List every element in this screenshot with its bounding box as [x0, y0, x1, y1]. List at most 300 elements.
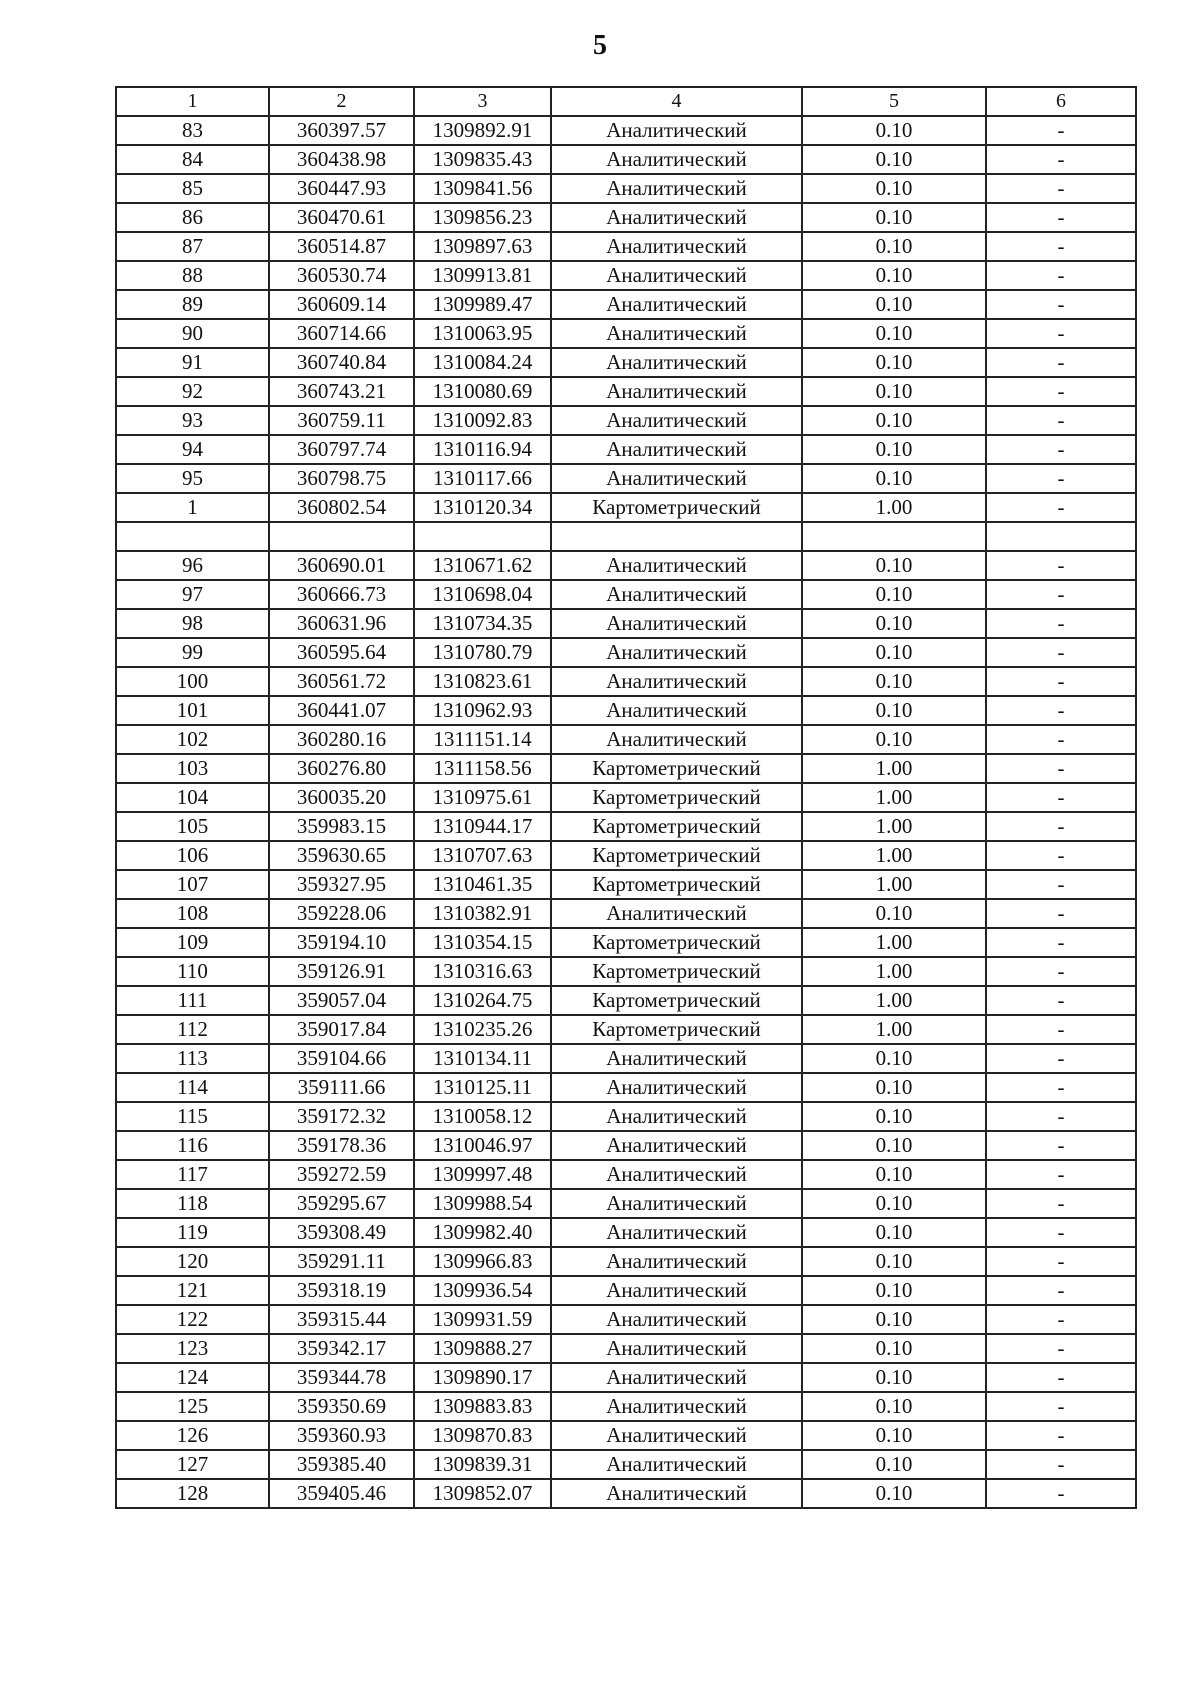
accuracy-cell: 1.00: [802, 841, 986, 870]
note-cell: -: [986, 1218, 1136, 1247]
accuracy-cell: 0.10: [802, 1160, 986, 1189]
table-row: [116, 522, 1136, 551]
y-coordinate-cell: 1310092.83: [414, 406, 551, 435]
accuracy-cell: 0.10: [802, 551, 986, 580]
note-cell: -: [986, 899, 1136, 928]
note-cell: -: [986, 1131, 1136, 1160]
method-cell: Аналитический: [551, 1392, 802, 1421]
accuracy-cell: 1.00: [802, 783, 986, 812]
note-cell: -: [986, 638, 1136, 667]
table-row: [116, 841, 1136, 870]
table-row: [116, 725, 1136, 754]
y-coordinate-cell: 1310671.62: [414, 551, 551, 580]
table-row: [116, 957, 1136, 986]
y-coordinate-cell: 1309841.56: [414, 174, 551, 203]
method-cell: Аналитический: [551, 348, 802, 377]
note-cell: -: [986, 348, 1136, 377]
method-cell: Аналитический: [551, 725, 802, 754]
point-number-cell: 111: [116, 986, 269, 1015]
accuracy-cell: 0.10: [802, 1276, 986, 1305]
x-coordinate-cell: 359111.66: [269, 1073, 414, 1102]
point-number-cell: 96: [116, 551, 269, 580]
method-cell: [551, 522, 802, 551]
accuracy-cell: 1.00: [802, 986, 986, 1015]
accuracy-cell: 1.00: [802, 1015, 986, 1044]
method-cell: Аналитический: [551, 232, 802, 261]
y-coordinate-cell: 1310063.95: [414, 319, 551, 348]
table-header-row: [116, 87, 1136, 116]
table-row: [116, 1160, 1136, 1189]
method-cell: Аналитический: [551, 1334, 802, 1363]
x-coordinate-cell: 359350.69: [269, 1392, 414, 1421]
point-number-cell: 86: [116, 203, 269, 232]
point-number-cell: 104: [116, 783, 269, 812]
x-coordinate-cell: 360595.64: [269, 638, 414, 667]
point-number-cell: 103: [116, 754, 269, 783]
point-number-cell: 119: [116, 1218, 269, 1247]
note-cell: -: [986, 1247, 1136, 1276]
note-cell: -: [986, 1015, 1136, 1044]
accuracy-cell: 0.10: [802, 203, 986, 232]
y-coordinate-cell: 1310975.61: [414, 783, 551, 812]
point-number-cell: 85: [116, 174, 269, 203]
note-cell: -: [986, 377, 1136, 406]
note-cell: -: [986, 1044, 1136, 1073]
table-row: [116, 1276, 1136, 1305]
x-coordinate-cell: 360798.75: [269, 464, 414, 493]
y-coordinate-cell: [414, 522, 551, 551]
note-cell: -: [986, 1334, 1136, 1363]
table-row: [116, 1479, 1136, 1508]
y-coordinate-cell: 1310461.35: [414, 870, 551, 899]
table-row: [116, 1334, 1136, 1363]
table-row: [116, 348, 1136, 377]
x-coordinate-cell: 359194.10: [269, 928, 414, 957]
method-cell: Аналитический: [551, 145, 802, 174]
point-number-cell: 87: [116, 232, 269, 261]
point-number-cell: 108: [116, 899, 269, 928]
method-cell: Аналитический: [551, 116, 802, 145]
x-coordinate-cell: 360666.73: [269, 580, 414, 609]
table-row: [116, 464, 1136, 493]
method-cell: Картометрический: [551, 812, 802, 841]
y-coordinate-cell: 1309883.83: [414, 1392, 551, 1421]
page-number: 5: [593, 30, 607, 61]
table-row: [116, 493, 1136, 522]
method-cell: Аналитический: [551, 406, 802, 435]
accuracy-cell: 0.10: [802, 232, 986, 261]
method-cell: Аналитический: [551, 435, 802, 464]
column-header: 5: [802, 87, 986, 116]
y-coordinate-cell: 1309988.54: [414, 1189, 551, 1218]
x-coordinate-cell: 360714.66: [269, 319, 414, 348]
accuracy-cell: 0.10: [802, 1450, 986, 1479]
table-row: [116, 203, 1136, 232]
method-cell: Аналитический: [551, 1247, 802, 1276]
y-coordinate-cell: 1309890.17: [414, 1363, 551, 1392]
point-number-cell: 105: [116, 812, 269, 841]
note-cell: -: [986, 609, 1136, 638]
method-cell: Аналитический: [551, 580, 802, 609]
method-cell: Аналитический: [551, 1102, 802, 1131]
x-coordinate-cell: 359172.32: [269, 1102, 414, 1131]
table-row: [116, 609, 1136, 638]
accuracy-cell: 1.00: [802, 812, 986, 841]
table-row: [116, 1363, 1136, 1392]
method-cell: Аналитический: [551, 1305, 802, 1334]
x-coordinate-cell: 360797.74: [269, 435, 414, 464]
y-coordinate-cell: 1309913.81: [414, 261, 551, 290]
table-row: [116, 1247, 1136, 1276]
x-coordinate-cell: 359360.93: [269, 1421, 414, 1450]
column-header: 2: [269, 87, 414, 116]
accuracy-cell: 0.10: [802, 377, 986, 406]
x-coordinate-cell: 359178.36: [269, 1131, 414, 1160]
point-number-cell: 102: [116, 725, 269, 754]
point-number-cell: 110: [116, 957, 269, 986]
y-coordinate-cell: 1309892.91: [414, 116, 551, 145]
point-number-cell: 122: [116, 1305, 269, 1334]
note-cell: -: [986, 1450, 1136, 1479]
y-coordinate-cell: 1309870.83: [414, 1421, 551, 1450]
method-cell: Аналитический: [551, 551, 802, 580]
note-cell: -: [986, 203, 1136, 232]
y-coordinate-cell: 1309835.43: [414, 145, 551, 174]
y-coordinate-cell: 1309931.59: [414, 1305, 551, 1334]
y-coordinate-cell: 1309839.31: [414, 1450, 551, 1479]
point-number-cell: 1: [116, 493, 269, 522]
note-cell: -: [986, 145, 1136, 174]
note-cell: -: [986, 957, 1136, 986]
point-number-cell: 88: [116, 261, 269, 290]
point-number-cell: 83: [116, 116, 269, 145]
x-coordinate-cell: 359342.17: [269, 1334, 414, 1363]
y-coordinate-cell: 1310058.12: [414, 1102, 551, 1131]
point-number-cell: 113: [116, 1044, 269, 1073]
table-row: [116, 1450, 1136, 1479]
method-cell: Аналитический: [551, 203, 802, 232]
point-number-cell: 89: [116, 290, 269, 319]
table-row: [116, 638, 1136, 667]
note-cell: -: [986, 174, 1136, 203]
point-number-cell: [116, 522, 269, 551]
x-coordinate-cell: 360740.84: [269, 348, 414, 377]
accuracy-cell: 0.10: [802, 609, 986, 638]
accuracy-cell: 0.10: [802, 1189, 986, 1218]
x-coordinate-cell: 359405.46: [269, 1479, 414, 1508]
x-coordinate-cell: 359315.44: [269, 1305, 414, 1334]
method-cell: Картометрический: [551, 1015, 802, 1044]
table-row: [116, 145, 1136, 174]
point-number-cell: 125: [116, 1392, 269, 1421]
method-cell: Аналитический: [551, 1450, 802, 1479]
accuracy-cell: 1.00: [802, 870, 986, 899]
point-number-cell: 109: [116, 928, 269, 957]
note-cell: -: [986, 725, 1136, 754]
table-row: [116, 667, 1136, 696]
method-cell: Картометрический: [551, 841, 802, 870]
x-coordinate-cell: 359385.40: [269, 1450, 414, 1479]
point-number-cell: 128: [116, 1479, 269, 1508]
x-coordinate-cell: 359344.78: [269, 1363, 414, 1392]
table-row: [116, 1421, 1136, 1450]
table-row: [116, 406, 1136, 435]
method-cell: Аналитический: [551, 1044, 802, 1073]
point-number-cell: 126: [116, 1421, 269, 1450]
point-number-cell: 115: [116, 1102, 269, 1131]
accuracy-cell: 0.10: [802, 1102, 986, 1131]
accuracy-cell: 0.10: [802, 725, 986, 754]
accuracy-cell: 0.10: [802, 1131, 986, 1160]
method-cell: Аналитический: [551, 1218, 802, 1247]
table-row: [116, 783, 1136, 812]
table-row: [116, 696, 1136, 725]
y-coordinate-cell: 1309897.63: [414, 232, 551, 261]
accuracy-cell: 0.10: [802, 116, 986, 145]
note-cell: -: [986, 783, 1136, 812]
x-coordinate-cell: 359983.15: [269, 812, 414, 841]
method-cell: Картометрический: [551, 783, 802, 812]
note-cell: -: [986, 261, 1136, 290]
y-coordinate-cell: 1310264.75: [414, 986, 551, 1015]
point-number-cell: 124: [116, 1363, 269, 1392]
table-row: [116, 551, 1136, 580]
x-coordinate-cell: 360631.96: [269, 609, 414, 638]
y-coordinate-cell: 1310117.66: [414, 464, 551, 493]
point-number-cell: 93: [116, 406, 269, 435]
x-coordinate-cell: 360802.54: [269, 493, 414, 522]
table-row: [116, 290, 1136, 319]
point-number-cell: 92: [116, 377, 269, 406]
y-coordinate-cell: 1309888.27: [414, 1334, 551, 1363]
accuracy-cell: 0.10: [802, 174, 986, 203]
method-cell: Аналитический: [551, 609, 802, 638]
accuracy-cell: 0.10: [802, 145, 986, 174]
point-number-cell: 94: [116, 435, 269, 464]
point-number-cell: 116: [116, 1131, 269, 1160]
point-number-cell: 107: [116, 870, 269, 899]
table-row: [116, 1218, 1136, 1247]
x-coordinate-cell: 359126.91: [269, 957, 414, 986]
y-coordinate-cell: 1310316.63: [414, 957, 551, 986]
note-cell: -: [986, 1305, 1136, 1334]
point-number-cell: 90: [116, 319, 269, 348]
point-number-cell: 101: [116, 696, 269, 725]
point-number-cell: 98: [116, 609, 269, 638]
x-coordinate-cell: 360743.21: [269, 377, 414, 406]
y-coordinate-cell: 1311158.56: [414, 754, 551, 783]
table-row: [116, 1073, 1136, 1102]
x-coordinate-cell: 360759.11: [269, 406, 414, 435]
note-cell: -: [986, 870, 1136, 899]
method-cell: Аналитический: [551, 464, 802, 493]
x-coordinate-cell: 359228.06: [269, 899, 414, 928]
x-coordinate-cell: 360514.87: [269, 232, 414, 261]
accuracy-cell: 0.10: [802, 1363, 986, 1392]
y-coordinate-cell: 1309856.23: [414, 203, 551, 232]
method-cell: Аналитический: [551, 319, 802, 348]
note-cell: -: [986, 464, 1136, 493]
note-cell: -: [986, 435, 1136, 464]
y-coordinate-cell: 1310084.24: [414, 348, 551, 377]
table-body: [116, 116, 1136, 1508]
table-row: [116, 580, 1136, 609]
y-coordinate-cell: 1310120.34: [414, 493, 551, 522]
table-row: [116, 928, 1136, 957]
accuracy-cell: 0.10: [802, 1218, 986, 1247]
point-number-cell: 114: [116, 1073, 269, 1102]
y-coordinate-cell: 1310354.15: [414, 928, 551, 957]
accuracy-cell: 0.10: [802, 406, 986, 435]
x-coordinate-cell: 360447.93: [269, 174, 414, 203]
method-cell: Аналитический: [551, 1479, 802, 1508]
y-coordinate-cell: 1311151.14: [414, 725, 551, 754]
method-cell: Аналитический: [551, 1131, 802, 1160]
table-row: [116, 1015, 1136, 1044]
point-number-cell: 123: [116, 1334, 269, 1363]
x-coordinate-cell: 359308.49: [269, 1218, 414, 1247]
accuracy-cell: 0.10: [802, 667, 986, 696]
method-cell: Аналитический: [551, 1276, 802, 1305]
y-coordinate-cell: 1310944.17: [414, 812, 551, 841]
accuracy-cell: 0.10: [802, 1479, 986, 1508]
method-cell: Аналитический: [551, 1189, 802, 1218]
method-cell: Аналитический: [551, 899, 802, 928]
method-cell: Аналитический: [551, 261, 802, 290]
y-coordinate-cell: 1309936.54: [414, 1276, 551, 1305]
column-header: 1: [116, 87, 269, 116]
note-cell: -: [986, 1421, 1136, 1450]
y-coordinate-cell: 1310823.61: [414, 667, 551, 696]
accuracy-cell: [802, 522, 986, 551]
y-coordinate-cell: 1309966.83: [414, 1247, 551, 1276]
y-coordinate-cell: 1310734.35: [414, 609, 551, 638]
table-row: [116, 116, 1136, 145]
point-number-cell: 120: [116, 1247, 269, 1276]
point-number-cell: 118: [116, 1189, 269, 1218]
note-cell: -: [986, 1102, 1136, 1131]
note-cell: -: [986, 812, 1136, 841]
note-cell: -: [986, 290, 1136, 319]
method-cell: Картометрический: [551, 493, 802, 522]
note-cell: -: [986, 1392, 1136, 1421]
accuracy-cell: 1.00: [802, 754, 986, 783]
note-cell: -: [986, 1073, 1136, 1102]
table-row: [116, 319, 1136, 348]
point-number-cell: 127: [116, 1450, 269, 1479]
y-coordinate-cell: 1310707.63: [414, 841, 551, 870]
table-row: [116, 261, 1136, 290]
accuracy-cell: 0.10: [802, 899, 986, 928]
note-cell: -: [986, 1160, 1136, 1189]
coordinates-table: [115, 86, 1137, 1509]
x-coordinate-cell: 359272.59: [269, 1160, 414, 1189]
x-coordinate-cell: 359057.04: [269, 986, 414, 1015]
point-number-cell: 99: [116, 638, 269, 667]
x-coordinate-cell: 359630.65: [269, 841, 414, 870]
method-cell: Аналитический: [551, 696, 802, 725]
column-header: 3: [414, 87, 551, 116]
column-header: 4: [551, 87, 802, 116]
accuracy-cell: 1.00: [802, 928, 986, 957]
note-cell: -: [986, 551, 1136, 580]
note-cell: -: [986, 754, 1136, 783]
y-coordinate-cell: 1310134.11: [414, 1044, 551, 1073]
point-number-cell: 117: [116, 1160, 269, 1189]
table-row: [116, 1131, 1136, 1160]
y-coordinate-cell: 1310080.69: [414, 377, 551, 406]
method-cell: Аналитический: [551, 1160, 802, 1189]
x-coordinate-cell: 360690.01: [269, 551, 414, 580]
table-row: [116, 870, 1136, 899]
point-number-cell: 106: [116, 841, 269, 870]
table-row: [116, 377, 1136, 406]
point-number-cell: 97: [116, 580, 269, 609]
accuracy-cell: 0.10: [802, 261, 986, 290]
method-cell: Аналитический: [551, 638, 802, 667]
note-cell: -: [986, 319, 1136, 348]
method-cell: Аналитический: [551, 1073, 802, 1102]
method-cell: Картометрический: [551, 754, 802, 783]
accuracy-cell: 1.00: [802, 957, 986, 986]
method-cell: Аналитический: [551, 1363, 802, 1392]
x-coordinate-cell: 360035.20: [269, 783, 414, 812]
x-coordinate-cell: 359318.19: [269, 1276, 414, 1305]
y-coordinate-cell: 1309989.47: [414, 290, 551, 319]
y-coordinate-cell: 1310698.04: [414, 580, 551, 609]
x-coordinate-cell: 360280.16: [269, 725, 414, 754]
accuracy-cell: 0.10: [802, 580, 986, 609]
point-number-cell: 84: [116, 145, 269, 174]
point-number-cell: 95: [116, 464, 269, 493]
y-coordinate-cell: 1310962.93: [414, 696, 551, 725]
note-cell: -: [986, 1189, 1136, 1218]
method-cell: Картометрический: [551, 928, 802, 957]
accuracy-cell: 0.10: [802, 1073, 986, 1102]
accuracy-cell: 0.10: [802, 696, 986, 725]
x-coordinate-cell: 360609.14: [269, 290, 414, 319]
accuracy-cell: 0.10: [802, 464, 986, 493]
table-row: [116, 754, 1136, 783]
point-number-cell: 121: [116, 1276, 269, 1305]
accuracy-cell: 0.10: [802, 1421, 986, 1450]
note-cell: -: [986, 986, 1136, 1015]
method-cell: Картометрический: [551, 870, 802, 899]
note-cell: -: [986, 493, 1136, 522]
note-cell: -: [986, 841, 1136, 870]
accuracy-cell: 0.10: [802, 1044, 986, 1073]
accuracy-cell: 0.10: [802, 319, 986, 348]
accuracy-cell: 1.00: [802, 493, 986, 522]
column-header: 6: [986, 87, 1136, 116]
note-cell: -: [986, 1276, 1136, 1305]
x-coordinate-cell: 359327.95: [269, 870, 414, 899]
note-cell: [986, 522, 1136, 551]
point-number-cell: 112: [116, 1015, 269, 1044]
note-cell: -: [986, 406, 1136, 435]
accuracy-cell: 0.10: [802, 1247, 986, 1276]
table-row: [116, 174, 1136, 203]
method-cell: Аналитический: [551, 174, 802, 203]
y-coordinate-cell: 1310780.79: [414, 638, 551, 667]
accuracy-cell: 0.10: [802, 1334, 986, 1363]
point-number-cell: 100: [116, 667, 269, 696]
table-row: [116, 232, 1136, 261]
point-number-cell: 91: [116, 348, 269, 377]
accuracy-cell: 0.10: [802, 1305, 986, 1334]
accuracy-cell: 0.10: [802, 290, 986, 319]
x-coordinate-cell: [269, 522, 414, 551]
